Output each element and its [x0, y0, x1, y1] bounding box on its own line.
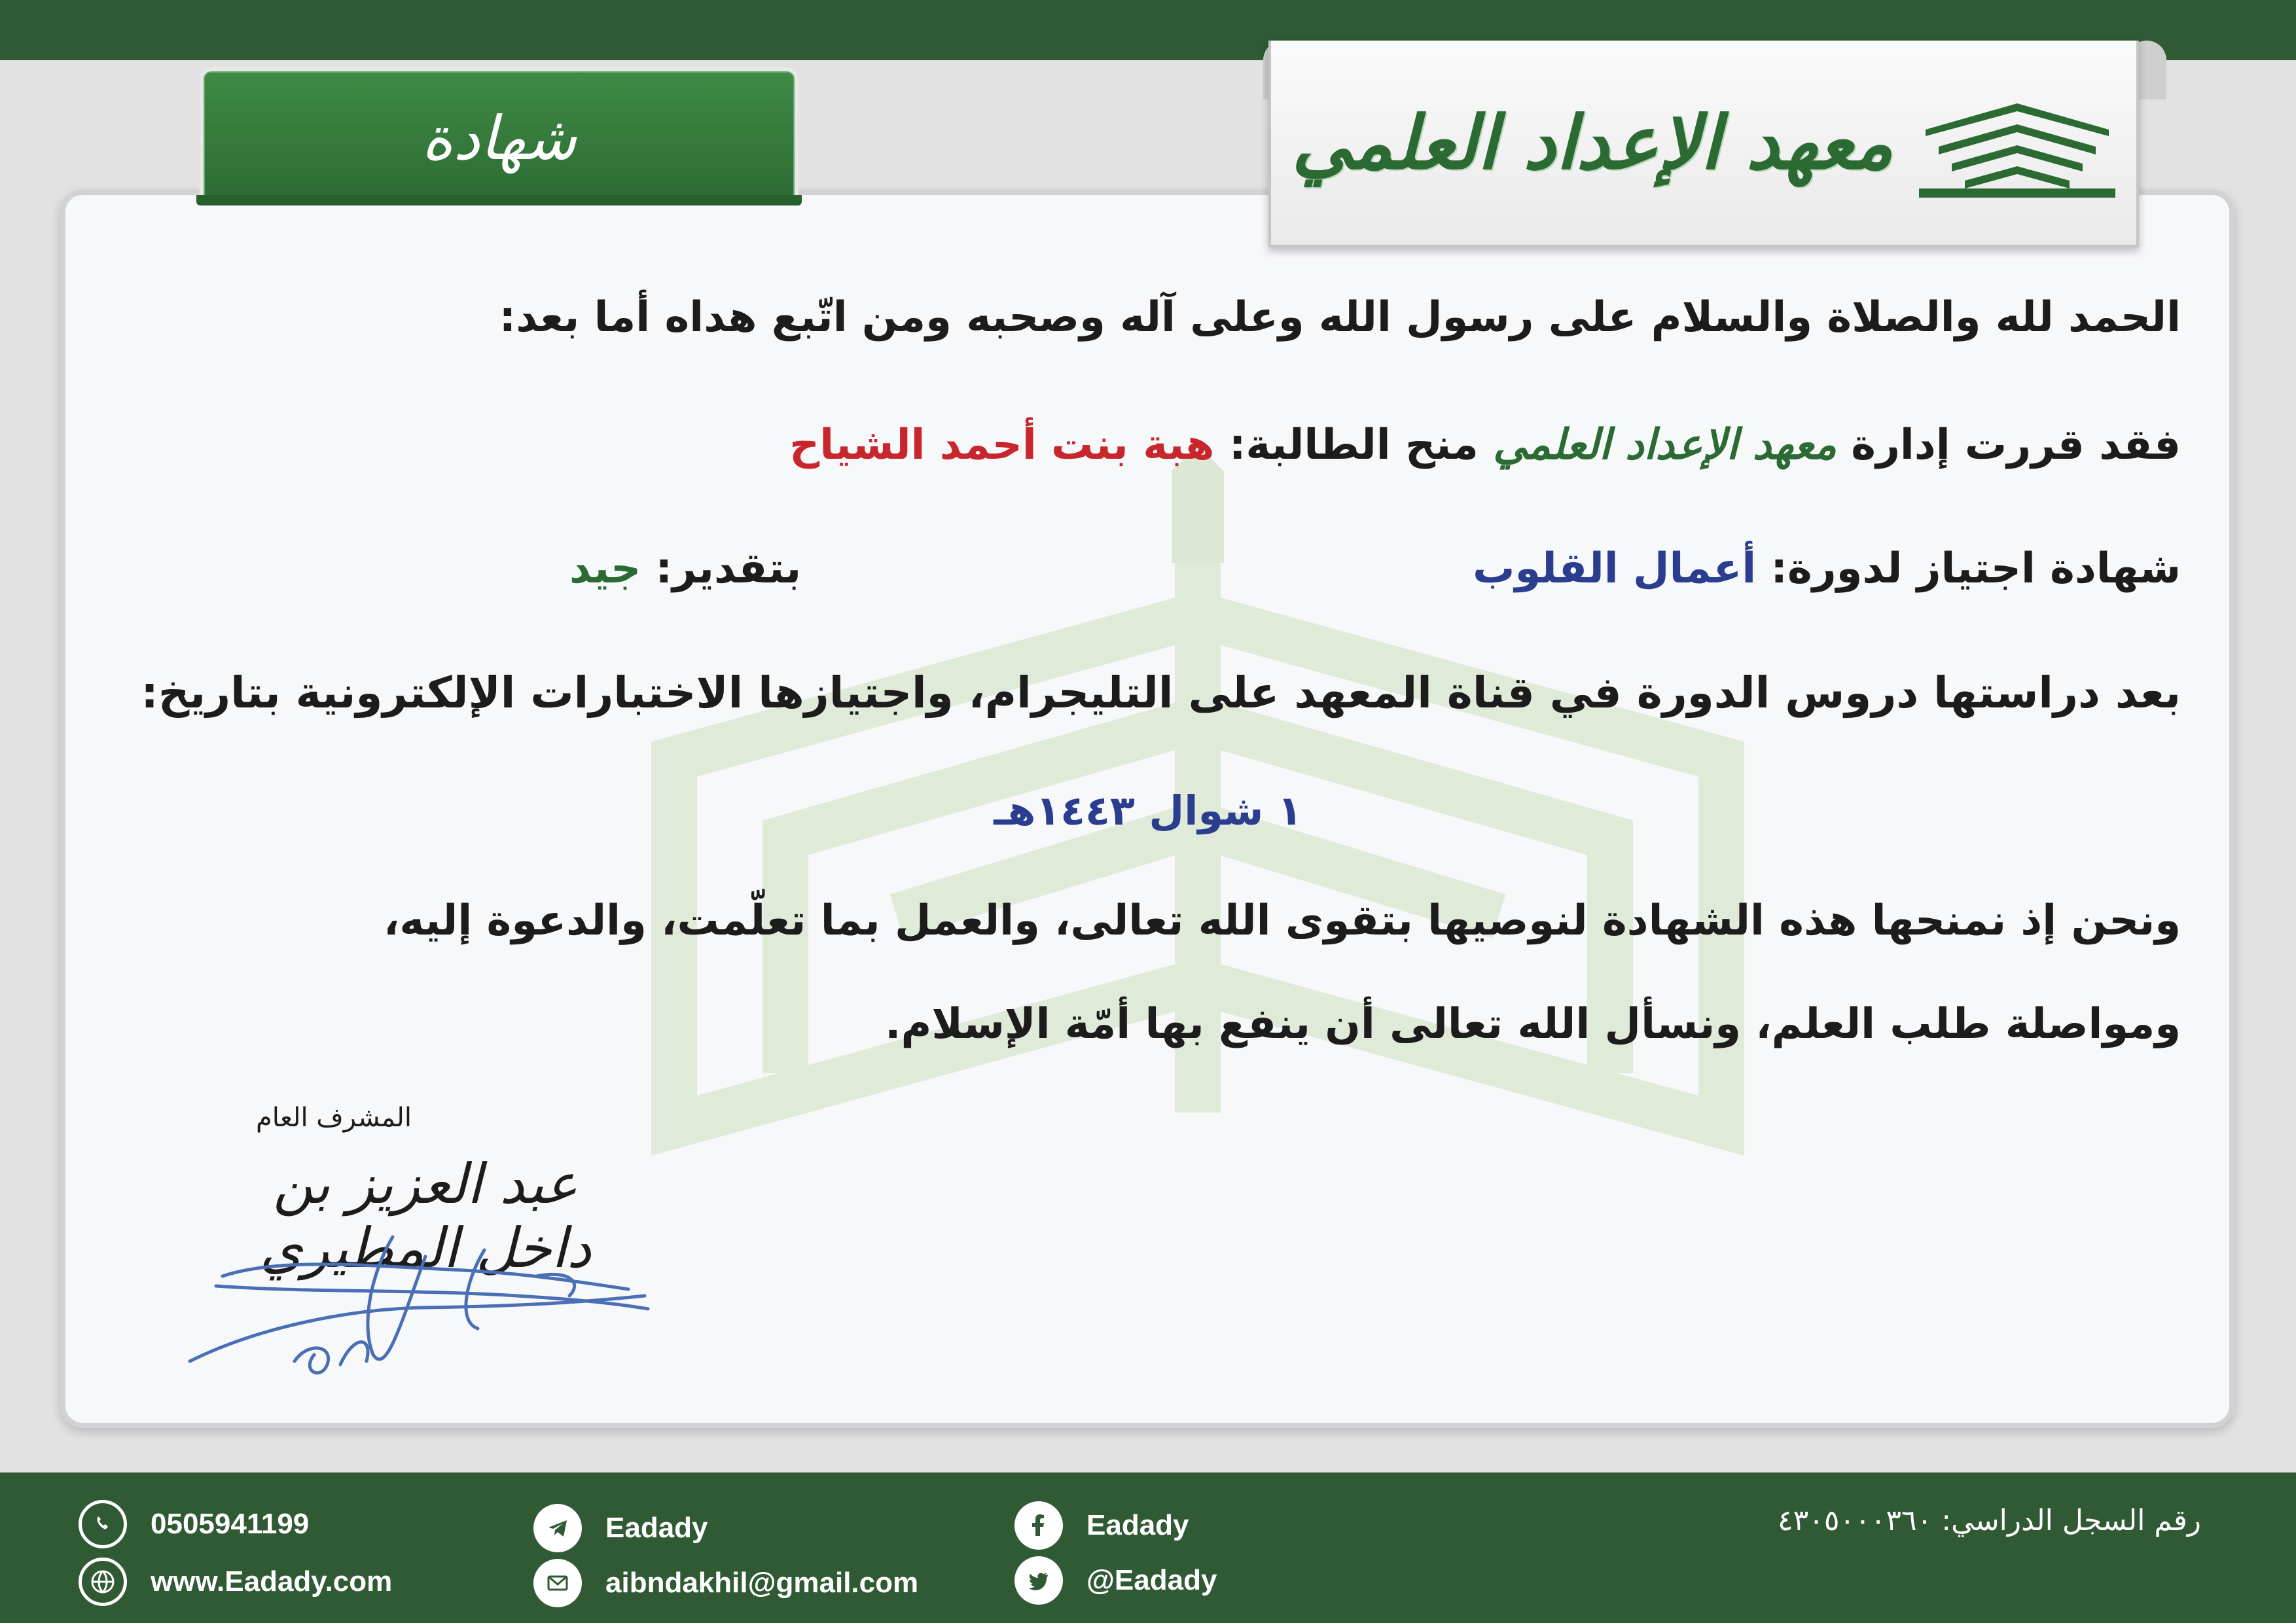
footer-phone[interactable]	[79, 1500, 309, 1548]
study-line: بعد دراستها دروس الدورة في قناة المعهد على التليجرام، واجتيازها الاختبارات الإلكترونية بتاريخ:	[141, 668, 2181, 718]
telegram-text: Eadady	[605, 1512, 708, 1544]
certificate-tab	[200, 67, 798, 205]
award-mid: منح الطالبة:	[1229, 421, 1479, 469]
footer-facebook[interactable]	[1014, 1501, 1189, 1550]
telegram-icon	[533, 1504, 582, 1552]
certificate-label: شهادة	[422, 103, 577, 173]
phone-text: 0505941199	[151, 1508, 310, 1540]
grade-value: جيد	[569, 544, 641, 593]
course-name: أعمال القلوب	[1473, 544, 1757, 593]
opening-line: الحمد لله والصلاة والسلام على رسول الله وعلى آله وصحبه ومن اتّبع هداه أما بعد:	[499, 293, 2181, 342]
registry-number: رقم السجل الدراسي: ٤٣٠٥٠٠٠٣٦٠	[1777, 1504, 2201, 1537]
whatsapp-icon	[79, 1500, 127, 1548]
institute-name: معهد الإعداد العلمي	[1291, 99, 1893, 186]
footer-email[interactable]	[533, 1559, 918, 1607]
footer-website[interactable]	[79, 1558, 392, 1606]
course-label: شهادة اجتياز لدورة:	[1770, 544, 2181, 593]
grade-label: بتقدير:	[655, 544, 802, 593]
completion-date: ١ شوال ١٤٤٣هـ	[994, 787, 1302, 834]
award-line	[789, 420, 2181, 469]
email-icon	[533, 1559, 582, 1607]
institute-logo-banner	[1268, 41, 2139, 247]
footer-twitter[interactable]	[1014, 1556, 1217, 1605]
signature-scrawl	[177, 1230, 661, 1381]
twitter-text: @Eadady	[1086, 1564, 1217, 1596]
email-text: aibndakhil@gmail.com	[605, 1567, 919, 1599]
globe-icon	[79, 1558, 127, 1606]
open-book-logo-icon	[1919, 84, 2115, 202]
course-line	[1473, 544, 2181, 593]
inline-institute-name: معهد الإعداد العلمي	[1493, 420, 1837, 469]
signature-name: عبد العزيز بن داخل المطيري	[259, 1152, 592, 1280]
advice-line-2: ومواصلة طلب العلم، ونسأل الله تعالى أن ينفع بها أمّة الإسلام.	[885, 1000, 2181, 1048]
grade-line	[569, 544, 801, 593]
twitter-icon	[1014, 1556, 1063, 1605]
student-name: هبة بنت أحمد الشياح	[789, 421, 1215, 469]
certificate-tab-base	[196, 195, 802, 205]
footer-telegram[interactable]	[533, 1504, 708, 1552]
advice-line-1: ونحن إذ نمنحها هذه الشهادة لنوصيها بتقوى الله تعالى، والعمل بما تعلّمت، والدعوة إليه،	[384, 897, 2181, 945]
award-prefix: فقد قررت إدارة	[1851, 421, 2181, 469]
facebook-text: Eadady	[1086, 1509, 1189, 1541]
website-text: www.Eadady.com	[151, 1565, 393, 1597]
facebook-icon	[1014, 1501, 1063, 1550]
signature-title: المشرف العام	[256, 1103, 412, 1133]
